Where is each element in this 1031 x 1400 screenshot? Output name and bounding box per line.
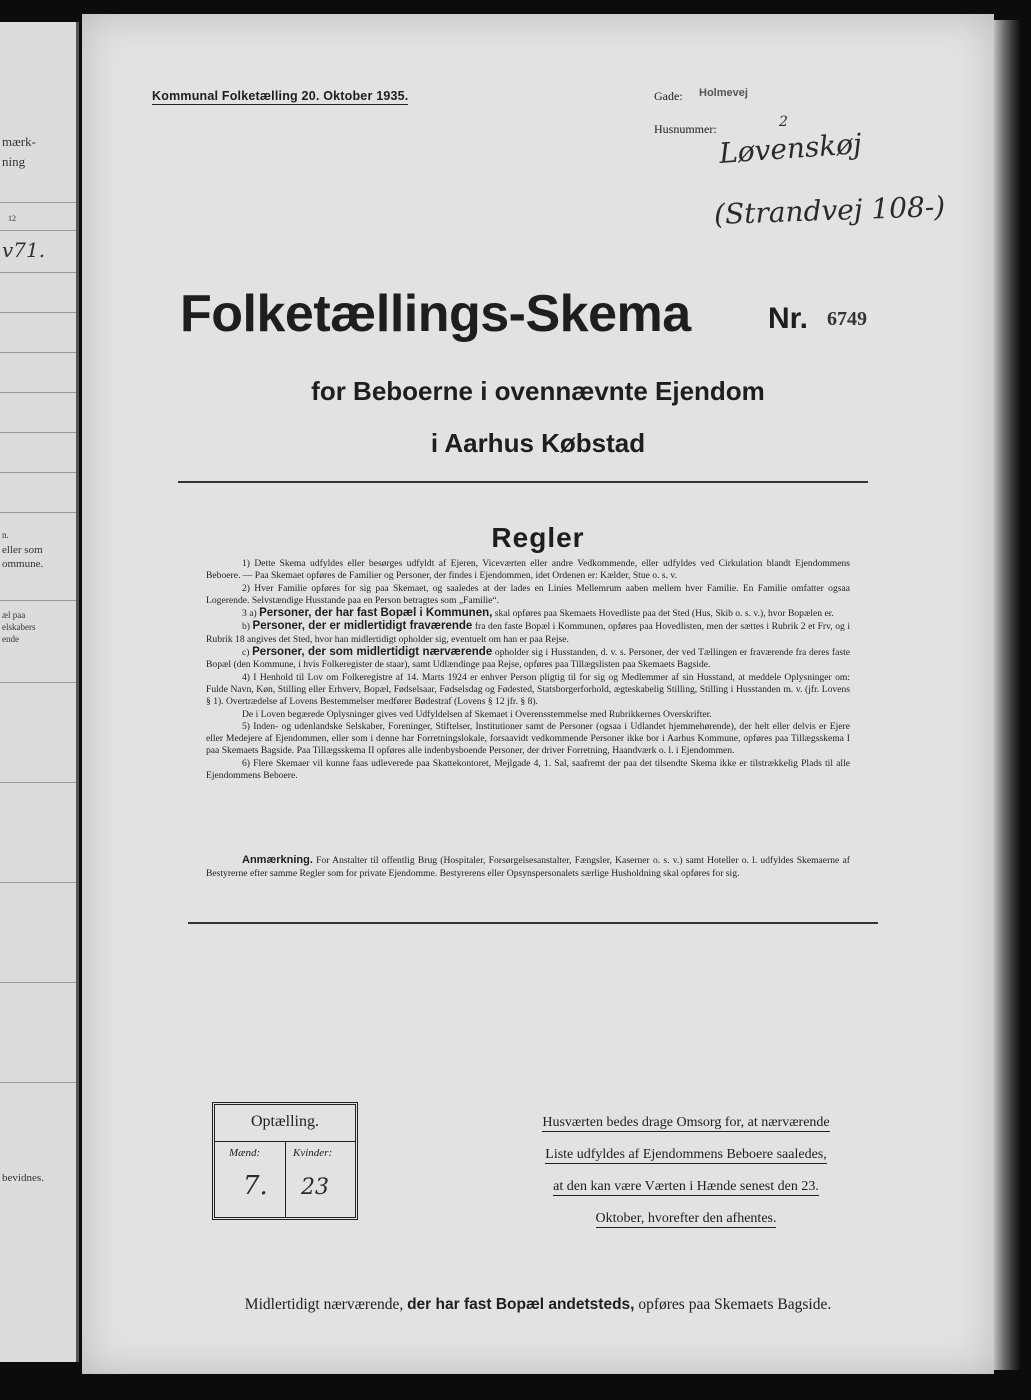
remark-label: Anmærkning. [242, 854, 313, 866]
notice-line: Oktober, hvorefter den afhentes. [595, 1211, 777, 1226]
rule-5: 5) Inden- og udenlandske Selskaber, Foreninger, Stiftelser, Institutioner samt de Personer (ogsaa i Udlandet hjemmehørende), der helt eller delvis er Ejere eller Medejere af Ejendommen, eller som i denne har Forretningslokale, forsaavidt vedkommende Personer ikke bor i Aarhus Kommune, opføres paa Tillægsskema I paa Skemaets Bagside. Paa Tillægsskema II opføres alle indenbysboende Personer, der driver Forretning, Haandværk o. l. i Ejendommen. [206, 720, 850, 757]
husnummer-sup-handwriting: 2 [779, 114, 788, 130]
footer-bold-part: der har fast Bopæl andetsteds, [407, 1296, 635, 1313]
divider [188, 922, 878, 924]
form-subtitle-city: i Aarhus Købstad [430, 428, 646, 458]
remark-text: For Anstalter til offentlig Brug (Hospitaler, Forsørgelsesanstalter, Fængsler, Kaserner o. s. v.) samt Hoteller o. l. udfyldes Skemaerne af Bestyrerne efter samme Regler som for private Ejendomme. Bestyrerens eller Opsynspersonalets særlige Husholdning skal opføres for sig. [206, 855, 850, 879]
left-fragment: elskabers [2, 622, 36, 632]
women-count: 23 [301, 1175, 329, 1200]
left-fragment: æl paa [2, 610, 26, 620]
rules-text [206, 558, 850, 782]
left-fragment: ommune. [2, 558, 44, 570]
rule-2: 2) Hver Familie opføres for sig paa Skemaet, og saaledes at der lades en Linies Mellemrum aaben mellem hver Familie. En Familie omfatter ogsaa Logerende. Selvstændige Husstande paa en Person betragtes som „Familie“. [206, 582, 850, 606]
rule-3c-heading: Personer, der som midlertidigt nærværende [252, 646, 493, 659]
tally-box [212, 1102, 358, 1220]
rule-4: 4) I Henhold til Lov om Folkeregistre af 14. Marts 1924 er enhver Person pligtig til for sig og Medlemmer af sin Husstand, at meddele Oplysninger om: Fulde Navn, Køn, Stilling eller Erhverv, Bopæl, Fødselsaar, Fødselsdag og Fødested, Statsborgerforhold, ægteskabelig Stilling, Stilling i Husstanden m. v. (jfr. Lovens § 1). Overtrædelse af Lovens Bestemmelser medfører Bødestraf (Lovens § 12 jfr. § 8). [206, 671, 850, 708]
rule-3a-heading: Personer, der har fast Bopæl i Kommunen, [259, 607, 493, 620]
notice-line: Liste udfyldes af Ejendommens Beboere saaledes, [545, 1147, 827, 1162]
notice-line: Husværten bedes drage Omsorg for, at nærværende [542, 1115, 830, 1130]
left-fragment: mærk- [2, 134, 36, 149]
notice-line: at den kan være Værten i Hænde senest den 23. [553, 1179, 819, 1194]
rule-4b: De i Loven begærede Oplysninger gives ved Udfyldelsen af Skemaet i Overensstemmelse med Rubrikkernes Overskrifter. [242, 708, 712, 720]
tally-title: Optælling. [250, 1113, 319, 1130]
page-edge [994, 20, 1020, 1370]
form-number-value: 6749 [827, 308, 867, 330]
form-subtitle: for Beboerne i ovennævnte Ejendom [311, 376, 765, 406]
gade-stamp: Holmevej [699, 87, 748, 99]
divider [178, 481, 868, 483]
left-fragment: v71. [2, 238, 46, 262]
left-fragment: eller som [2, 544, 43, 556]
left-page-strip [0, 22, 79, 1362]
left-fragment: bevidnes. [2, 1172, 44, 1184]
form-title: Folketællings-Skema [180, 285, 691, 343]
address-handwriting: (Strandvej 108-) [713, 189, 946, 232]
husnummer-handwriting: Løvenskøj [718, 127, 863, 170]
remark-section [206, 854, 850, 880]
men-count: 7. [243, 1171, 268, 1201]
census-date-line: Kommunal Folketælling 20. Oktober 1935. [152, 89, 409, 103]
left-fragment: ning [2, 154, 26, 169]
rule-6: 6) Flere Skemaer vil kunne faas udleverede paa Skattekontoret, Mejlgade 4, 1. Sal, saafremt der paa det tilsendte Skema ikke er tilstrækkelig Plads til alle Ejendommens Beboere. [206, 757, 850, 782]
census-form-page [82, 14, 994, 1374]
left-fragment: 12 [8, 214, 16, 223]
form-number-label: Nr. [768, 302, 809, 335]
rule-1: 1) Dette Skema udfyldes eller besørges udfyldt af Ejeren, Viceværten eller andre Vedkommende, eller udfyldes ved Cirkulation blandt Ejendommens Beboere. — Paa Skemaet opføres de Familier og Personer, der findes i Ejendommen, idet Ordenen er: Kælder, Stue o. s. v. [206, 558, 850, 582]
rules-heading: Regler [491, 522, 585, 553]
left-fragment: n. [2, 530, 9, 540]
left-fragment: ende [2, 634, 19, 644]
landlord-notice [518, 1107, 854, 1235]
women-label: Kvinder: [293, 1147, 333, 1159]
rule-3b: b) Personer, der er midlertidigt fraværende fra den faste Bopæl i Kommunen, opføres paa Hovedlisten, men der sættes i Rubrik 2 et Frv, og i Rubrik 18 angives det Sted, hvor han midlertidigt opholder sig, eventuelt om han er paa Rejse. [206, 620, 850, 645]
footer-note [82, 1296, 994, 1314]
husnummer-label: Husnummer: [654, 122, 717, 136]
rule-3b-heading: Personer, der er midlertidigt fraværende [252, 620, 473, 633]
men-label: Mænd: [229, 1147, 261, 1159]
footer-part: Midlertidigt nærværende, [244, 1296, 404, 1313]
rule-3c: c) Personer, der som midlertidigt nærværende opholder sig i Husstanden, d. v. s. Personer, der ved Tællingen er fraværende fra deres faste Bopæl (den Kommune, i hvis Folkeregister de staar), samt Udlændinge paa Rejse, opføres paa Tillægslisten paa Skemaets Bagside. [206, 646, 850, 671]
footer-part: opføres paa Skemaets Bagside. [638, 1296, 832, 1313]
gade-label: Gade: [654, 89, 683, 103]
rule-3a: 3 a) Personer, der har fast Bopæl i Kommunen, skal opføres paa Skemaets Hovedliste paa det Sted (Hus, Skib o. s. v.), hvor Bopælen er. [242, 607, 834, 620]
